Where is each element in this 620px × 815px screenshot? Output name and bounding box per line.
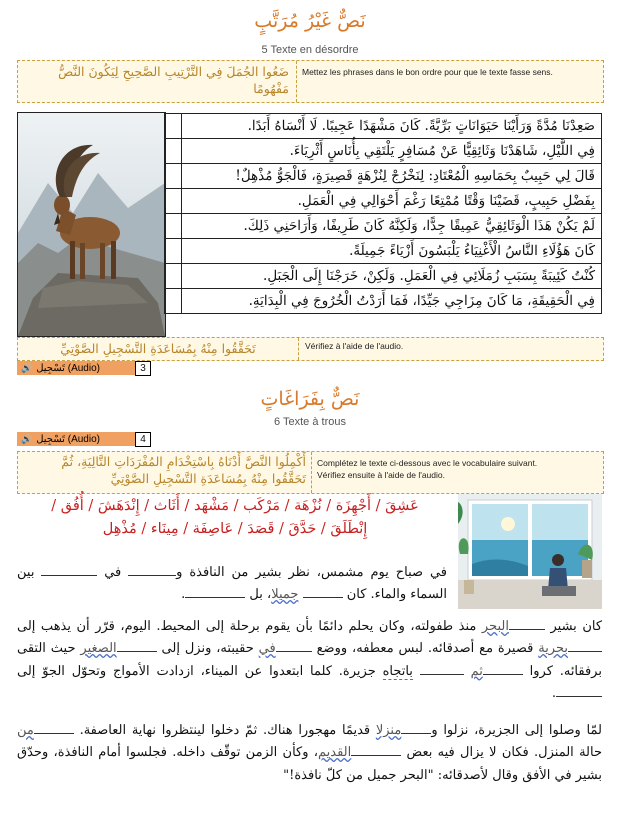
ibex-image-frame <box>17 112 166 337</box>
sentence-text: فِي الْحَقِيقَةِ، مَا كَانَ مِزَاجِي جَيِّدًا، فَمَا أَرَدْتُ الْخُرُوجَ فِي الْبِدَايَةِ. <box>182 289 602 314</box>
section5-audio-instruction-ar: تَحَقَّقُوا مِنْهُ بِمُسَاعَدَةِ التَّسْجِيلِ الصَّوْتِيِّ <box>60 341 256 356</box>
blank-field[interactable] <box>401 720 431 734</box>
filled-answer: منزلا <box>375 723 402 738</box>
section5-instruction-ar: ضَعُوا الجُمَلَ فِي التَّرْتِيبِ الصَّحِيحِ لِيَكُونَ النَّصُّ مَفْهُومًا <box>58 64 289 96</box>
divider <box>298 338 299 360</box>
blank-field[interactable] <box>351 742 401 756</box>
sentence-text: بِفَضْلِ حَبِيبٍ، قَضَيْنَا وَقْتًا مُمْتِعًا رَغْمَ أَحْوَالِي فِي الْعَمَلِ. <box>182 189 602 214</box>
audio-3-button[interactable] <box>17 361 135 375</box>
sentence-text: صَعِدْنَا مُدَّةً وَرَأَيْنَا حَيَوَانَاتٍ بَرِّيَّةً. كَانَ مَشْهَدًا عَجِيبًا. لَا أَنْسَاهُ أَبَدًا. <box>182 114 602 139</box>
blank-field[interactable] <box>509 616 545 630</box>
filled-answer: بحرية <box>538 641 568 657</box>
filled-answer: ثم <box>470 663 483 679</box>
sentence-text: لَمْ يَكُنْ هَذَا الْوَثَائِقِيُّ عَمِيقًا جِدًّا، وَلَكِنَّهُ كَانَ طَرِيفًا، وَأَرَاحَنِي ذَلِكَ. <box>182 214 602 239</box>
blank-field[interactable] <box>185 584 245 598</box>
window-illustration <box>458 494 602 609</box>
sentence-text: كُنْتُ كَئِيبَةً بِسَبَبِ زُمَلَائِي فِي الْعَمَلِ. وَلَكِنْ، خَرَجْنَا إِلَى الْجَبَلِ. <box>182 264 602 289</box>
blank-field[interactable] <box>276 638 312 652</box>
blank-field[interactable] <box>41 562 97 576</box>
table-row <box>165 264 602 289</box>
filled-answer: الصغير <box>80 641 117 657</box>
vocabulary-line-1: عَشِقَ / أَجْهِزَة / نُزْهَة / مَرْكَب / مَشْهَد / أَثَاث / إِنْدَهَشَ / أُفُق / <box>51 498 419 514</box>
sentence-text: فِي اللَّيْلِ، شَاهَدْنَا وَثَائِقِيًّا عَنْ مُسَافِرٍ يَلْتَقِي بِأُنَاسٍ أَثْرِيَاءَ. <box>182 139 602 164</box>
section5-subtitle: 5 Texte en désordre <box>261 44 359 56</box>
filled-answer: في <box>258 641 276 657</box>
blank-field[interactable] <box>483 661 523 675</box>
section5-audio-instruction-box <box>17 337 604 361</box>
order-box[interactable] <box>165 114 182 139</box>
window-image-frame <box>458 494 602 609</box>
section5-instruction-box <box>17 60 604 103</box>
order-box[interactable] <box>165 239 182 264</box>
divider <box>296 61 297 102</box>
table-row <box>165 114 602 139</box>
order-box[interactable] <box>165 289 182 314</box>
blank-field[interactable] <box>568 638 602 652</box>
section6-title: نَصٌّ بِفَرَاغَاتٍ <box>260 388 360 410</box>
blank-field[interactable] <box>303 584 343 598</box>
table-row <box>165 139 602 164</box>
filled-answer: من <box>17 723 34 738</box>
sentence-table <box>164 113 602 314</box>
paragraph-1: في صباح يوم مشمس، نظر بشير من النافذة و في بين السماء والماء. كان جميلا، بل . <box>17 562 447 607</box>
order-box[interactable] <box>165 164 182 189</box>
table-row <box>165 239 602 264</box>
audio-label: تَسْجِيل (Audio) <box>36 433 100 445</box>
section6-instruction-fr-2: Vérifiez ensuite à l'aide de l'audio. <box>317 470 445 480</box>
section5-title: نَصٌّ غَيْرُ مُرَتَّبٍ <box>254 10 366 32</box>
blank-field[interactable] <box>420 661 464 675</box>
sentence-text: كَانَ هَؤُلَاءِ النَّاسُ الْأَغْنِيَاءُ يَلْبَسُونَ أَزْيَاءً جَمِيلَةً. <box>182 239 602 264</box>
table-row <box>165 189 602 214</box>
sentence-text: قَالَ لِي حَبِيبٌ بِحَمَاسِهِ الْمُعْتَادِ: لِنَخْرُجْ لِنُزْهَةٍ قَصِيرَةٍ، فَالْجَوُّ مُذْهِلٌ! <box>182 164 602 189</box>
ibex-illustration <box>18 113 165 336</box>
audio-3-number: 3 <box>135 361 151 376</box>
blank-field[interactable] <box>556 683 602 697</box>
filled-answer: القديم <box>318 745 352 761</box>
speaker-icon: 🔊 <box>21 362 33 373</box>
table-row <box>165 164 602 189</box>
section5-instruction-fr: Mettez les phrases dans le bon ordre pour que le texte fasse sens. <box>302 67 553 77</box>
section6-instruction-box <box>17 451 604 494</box>
paragraph-2: كان بشير البحر منذ طفولته، وكان يحلم دائمًا بأن يقوم برحلة إلى المحيط. اليوم، قرّر أن يذهب إلى بحرية قصيرة مع أصدقائه. لبس معطفه، ووضع في حقيبته، ونزل إلى الصغير حيث التقى برفقائه. كروا ثم باتجاه جزيرة. كلما ابتعدوا عن الميناء، ازدادت الأمواج وتحوّل الجوّ إلى . <box>17 616 602 705</box>
table-row <box>165 214 602 239</box>
paragraph-3: لمّا وصلوا إلى الجزيرة، نزلوا ومنزلا قديمًا مهجورا هناك. ثمّ دخلوا لينتظروا نهاية العاصفة. من حالة المنزل. فكان لا يزال فيه بعض القديم، وكأن الزمن توقّف داخله. فجلسوا أمام النافذة، وحدّق بشير في الأفق وقال لأصدقائه: "البحر جميل من كلّ نافذة!" <box>17 720 602 787</box>
blank-field[interactable] <box>34 720 74 734</box>
section6-subtitle: 6 Texte à trous <box>274 416 346 428</box>
divider <box>311 452 312 493</box>
order-box[interactable] <box>165 189 182 214</box>
section6-instruction-fr-1: Complétez le texte ci-dessous avec le vocabulaire suivant. <box>317 458 538 468</box>
order-box[interactable] <box>165 139 182 164</box>
section5-audio-instruction-fr: Vérifiez à l'aide de l'audio. <box>305 341 404 351</box>
section6-instruction-ar: أَكْمِلُوا النَّصَّ أَدْنَاهُ بِاسْتِخْدَامِ المُفْرَدَاتِ التَّالِيَةِ، ثُمَّ تَحَقَّقُوا مِنْهُ بِمُسَاعَدَةِ التَّسْجِيلِ الصَّوْتِيِّ <box>61 454 306 486</box>
audio-label: تَسْجِيل (Audio) <box>36 362 100 374</box>
audio-4-button[interactable] <box>17 432 135 446</box>
blank-field[interactable] <box>128 562 176 576</box>
audio-4-number: 4 <box>135 432 151 447</box>
blank-field[interactable] <box>117 638 157 652</box>
order-box[interactable] <box>165 214 182 239</box>
filled-answer: جميلا <box>271 587 299 603</box>
vocabulary-line-2: إِنْطَلَقَ / حَدَّقَ / قَصَدَ / عَاصِفَة / مِينَاء / مُذْهِل <box>102 521 368 537</box>
table-row <box>165 289 602 314</box>
filled-answer: البحر <box>481 619 509 634</box>
speaker-icon: 🔊 <box>21 433 33 444</box>
order-box[interactable] <box>165 264 182 289</box>
